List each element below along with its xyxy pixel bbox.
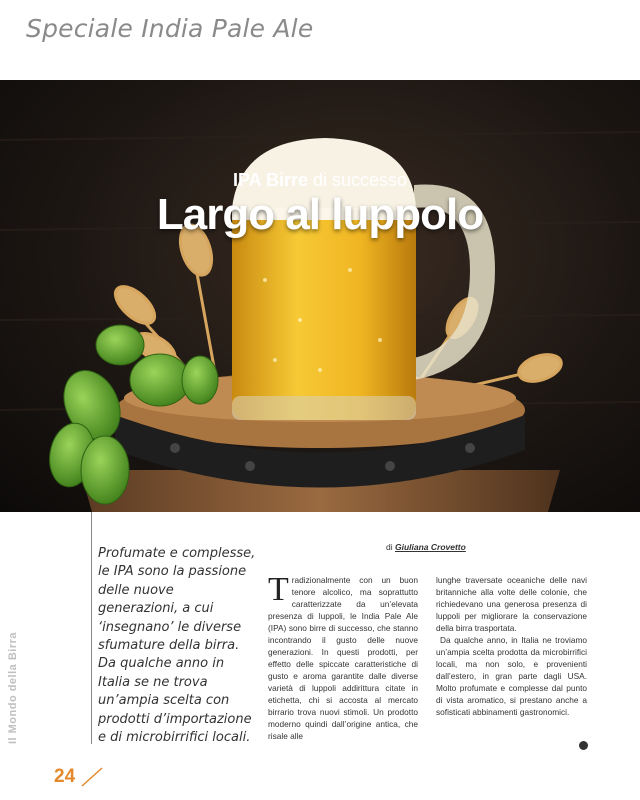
headline-kicker — [0, 170, 640, 191]
column-divider — [91, 512, 92, 744]
byline-prefix: di — [386, 542, 395, 552]
magazine-name: Il Mondo della Birra — [7, 631, 19, 745]
hero-image — [0, 80, 640, 512]
magazine-sidebar — [0, 612, 22, 772]
headline: Largo al luppolo — [156, 190, 484, 239]
byline — [386, 542, 466, 552]
kicker-rest: di successo — [307, 170, 408, 190]
column-2-paragraph-1: lunghe traversate oceaniche delle navi britanniche alla volte delle colonie, che richiedevano una generosa presenza di luppoli per migliorare la conservazione della birra trasportata. — [436, 575, 587, 633]
page-slash-icon — [80, 766, 104, 788]
end-of-article-icon — [579, 741, 588, 750]
drop-cap: T — [268, 571, 289, 608]
kicker-bold: IPA Birre — [232, 170, 308, 190]
beer-mug-illustration — [0, 80, 640, 512]
article-column-2 — [436, 574, 587, 752]
column-1-text: radizionalmente con un buon tenore alcolico, ma soprattutto caratterizzate da un’elevata presenza di luppoli, le India Pale Ale (IPA) sono birre di successo, che stanno incontrando il gusto delle nuove generazioni. In questi prodotti, per effetto delle spiccate caratteristiche di gusto e aroma garantite dalle diverse varietà di luppoli addirittura citate in etichetta, chi si accosta al mercato birrario trova nuovi stimoli. Un prodotto moderno quindi dall’origine antica, che risale alle — [268, 575, 418, 741]
article-column-1 — [268, 571, 418, 741]
column-2-paragraph-2: Da qualche anno, in Italia ne troviamo un’ampia scelta prodotta da microbirrifici locali, ma non solo, e provenienti dall’estero, in gran parte dagli USA. Molto profumate e complesse dal punto di vista aromatico, si prestano anche a sofisticati abbinamenti gastronomici. — [436, 635, 587, 717]
page-number: 24 — [54, 766, 76, 787]
intro-standfirst: Profumate e complesse, le IPA sono la passione delle nuove generazioni, a cui ‘insegnano’ le diverse sfumature della birra. Da qualche anno in Italia se ne trova un’ampia scelta con prodotti d’importazione e di microbirrifici locali. — [98, 546, 256, 746]
byline-author: Giuliana Crovetto — [394, 542, 466, 552]
section-title: Speciale India Pale Ale — [26, 14, 314, 43]
